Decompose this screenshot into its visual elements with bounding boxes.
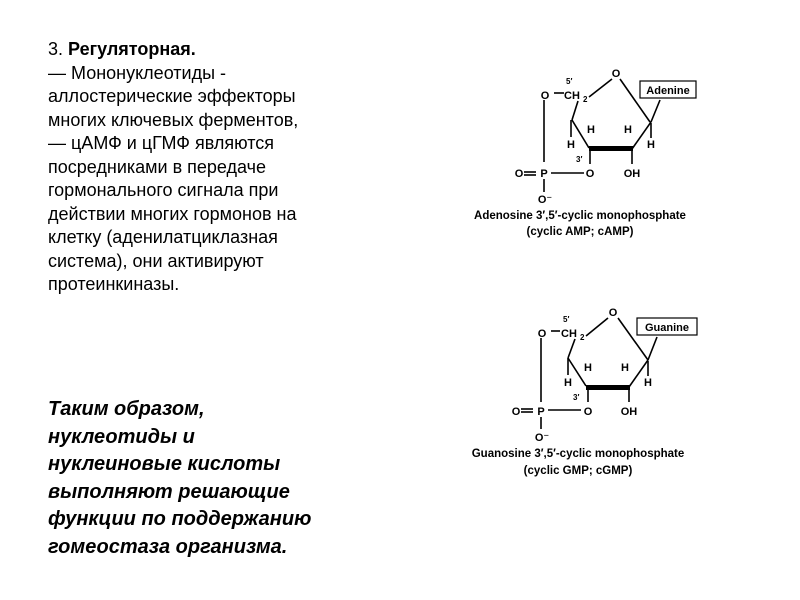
atom-h: H xyxy=(587,124,595,136)
atom-position-5: 5′ xyxy=(566,77,573,86)
conclusion-line: выполняют решающие xyxy=(48,480,290,503)
atom-o: O xyxy=(540,90,550,102)
atom-o-minus: O⁻ xyxy=(534,432,550,444)
atom-o: O xyxy=(537,328,547,340)
atom-o: O xyxy=(583,406,593,418)
atom-ch: CH xyxy=(561,328,577,340)
conclusion-line: гомеостаза организма. xyxy=(48,535,288,558)
atom-p: P xyxy=(537,406,545,418)
atom-position-3: 3′ xyxy=(573,393,580,402)
conclusion-line: нуклеиновые кислоты xyxy=(48,453,281,475)
atom-position-3: 3′ xyxy=(576,155,583,164)
atom-o: O xyxy=(511,406,521,418)
heading-number: 3. xyxy=(48,39,64,59)
figure-caption: Adenosine 3′,5′-cyclic monophosphate xyxy=(474,210,686,222)
body-line: — цАМФ и цГМФ являются xyxy=(48,133,275,153)
atom-subscript-2: 2 xyxy=(580,333,585,342)
body-line: многих ключевых ферментов, xyxy=(48,109,299,130)
figure-caption: Guanosine 3′,5′-cyclic monophosphate xyxy=(471,448,685,460)
atom-h: H xyxy=(584,362,592,374)
cgmp-bold-bond xyxy=(586,385,630,390)
atom-o: O xyxy=(514,168,524,180)
body-line: действии многих гормонов на xyxy=(48,203,297,224)
atom-h: H xyxy=(564,377,572,389)
atom-o: O xyxy=(611,68,621,80)
atom-h: H xyxy=(647,139,655,151)
atom-h: H xyxy=(621,362,629,374)
body-line: протеинкиназы. xyxy=(48,274,180,294)
atom-ch: CH xyxy=(564,90,580,102)
body-line: посредниками в передаче xyxy=(48,156,267,177)
body-line: клетку (аденилатциклазная xyxy=(48,227,278,247)
body-line: — Мононуклеотиды - xyxy=(48,62,227,83)
camp-bold-bond xyxy=(589,146,633,151)
atom-subscript-2: 2 xyxy=(583,95,588,104)
cgmp-structure xyxy=(472,307,697,477)
body-line: система), они активируют xyxy=(48,250,264,271)
camp-structure xyxy=(474,68,696,238)
atom-h: H xyxy=(567,139,575,151)
atom-o: O xyxy=(585,168,595,180)
atom-h: H xyxy=(624,124,632,136)
conclusion-line: нуклеотиды и xyxy=(48,425,195,448)
atom-o-minus: O⁻ xyxy=(537,194,553,206)
base-label: Guanine xyxy=(644,322,690,334)
base-label: Adenine xyxy=(646,85,690,97)
conclusion-line: функции по поддержанию xyxy=(48,508,312,530)
figure-caption: (cyclic AMP; cAMP) xyxy=(526,226,634,238)
atom-p: P xyxy=(540,168,548,180)
atom-position-5: 5′ xyxy=(563,315,570,324)
atom-o: O xyxy=(608,307,618,319)
body-line: гормонального сигнала при xyxy=(48,180,279,200)
atom-h: H xyxy=(644,377,652,389)
body-line: аллостерические эффекторы xyxy=(48,86,296,106)
atom-oh: OH xyxy=(620,406,638,418)
atom-oh: OH xyxy=(623,168,641,180)
heading-title: Регуляторная. xyxy=(68,39,196,59)
conclusion-line: Таким образом, xyxy=(48,398,205,420)
figure-caption: (cyclic GMP; cGMP) xyxy=(523,465,633,477)
